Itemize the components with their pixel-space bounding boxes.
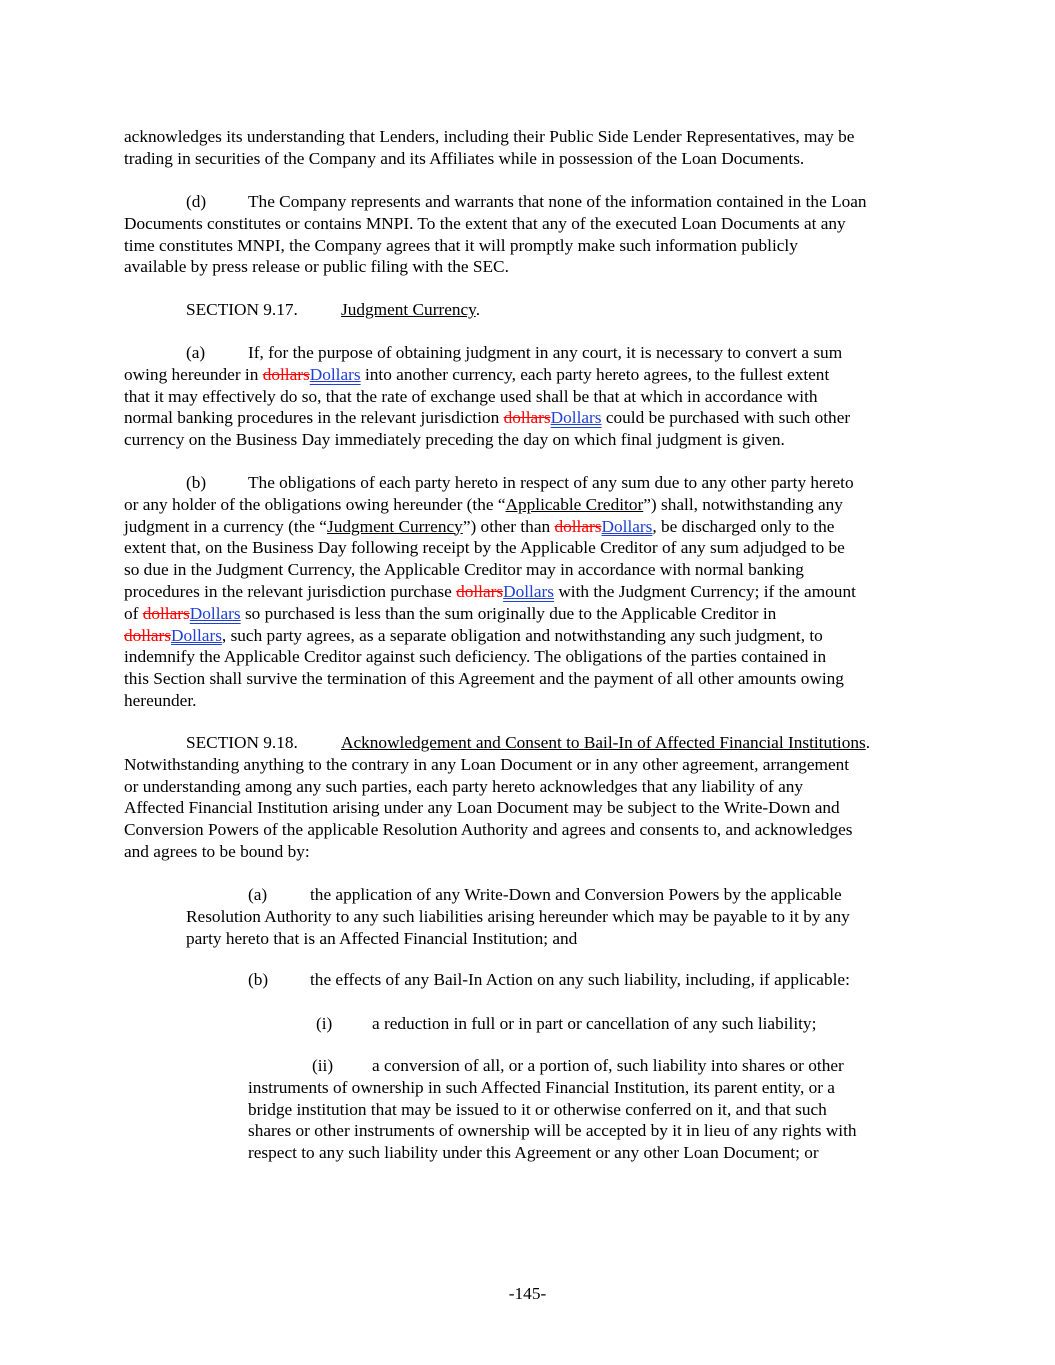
section-9-18 <box>124 732 870 863</box>
text-line: available by press release or public filing with the SEC. <box>124 257 509 277</box>
paragraph-label: (a) <box>248 885 268 904</box>
paragraph-label: (a) <box>186 343 206 362</box>
text-run: If, for the purpose of obtaining judgment in any court, it is necessary to convert a sum <box>248 343 843 362</box>
text-line: shares or other instruments of ownership will be accepted by it in lieu of any rights with <box>248 1121 857 1141</box>
deleted-text: dollars <box>456 581 504 601</box>
text-line <box>124 494 856 516</box>
text-run: with the Judgment Currency; if the amount <box>554 581 856 601</box>
text-line <box>124 581 856 603</box>
inserted-text: Dollars <box>601 516 653 536</box>
paragraph-a-judgment <box>124 342 850 451</box>
text-run: or any holder of the obligations owing hereunder (the “ <box>124 494 506 514</box>
text-line <box>248 969 850 991</box>
inserted-text: Dollars <box>503 581 554 601</box>
paragraph-label: (b) <box>248 970 269 989</box>
text-run: so purchased is less than the sum originally due to the Applicable Creditor in <box>240 603 777 623</box>
text-line <box>124 407 850 429</box>
page-number: -145- <box>508 1284 547 1303</box>
text-run: , such party agrees, as a separate obligation and notwithstanding any such judgment, to <box>221 625 823 645</box>
text-run: a reduction in full or in part or cancellation of any such liability; <box>372 1014 817 1033</box>
paragraph-label: (d) <box>186 192 207 211</box>
deleted-text: dollars <box>503 408 551 428</box>
text-line <box>124 603 856 625</box>
text-line <box>124 472 856 494</box>
list-item-a <box>186 884 850 949</box>
text-line <box>124 732 870 754</box>
text-line: Resolution Authority to any such liabilities arising hereunder which may be payable to it by any <box>186 906 850 926</box>
inserted-text: Dollars <box>309 364 361 384</box>
text-run: , be discharged only to the <box>652 516 835 536</box>
deleted-text: dollars <box>262 364 310 384</box>
text-run: ”) shall, notwithstanding any <box>643 494 843 514</box>
text-run: the effects of any Bail-In Action on any such liability, including, if applicable: <box>310 970 850 989</box>
section-number: SECTION 9.18. <box>186 733 298 752</box>
text-line: so due in the Judgment Currency, the Applicable Creditor may in accordance with normal banking <box>124 560 804 580</box>
text-line: Conversion Powers of the applicable Resolution Authority and agrees and consents to, and acknowledges <box>124 820 853 840</box>
text-line: that it may effectively do so, that the rate of exchange used shall be that at which in accordance with <box>124 386 818 406</box>
section-number: SECTION 9.17. <box>186 300 298 319</box>
text-run: procedures in the relevant jurisdiction purchase <box>124 581 457 601</box>
deleted-text: dollars <box>554 516 602 536</box>
paragraph-d <box>124 191 867 278</box>
text-run: The obligations of each party hereto in respect of any sum due to any other party hereto <box>248 473 854 492</box>
text-line: Affected Financial Institution arising under any Loan Document may be subject to the Write-Down and <box>124 798 840 818</box>
paragraph-continuation <box>124 126 854 170</box>
text-line: respect to any such liability under this Agreement or any other Loan Document; or <box>248 1143 819 1163</box>
text-line <box>316 1013 816 1035</box>
deleted-text: dollars <box>142 603 190 623</box>
text-run: owing hereunder in <box>124 364 263 384</box>
text-run: into another currency, each party hereto agrees, to the fullest extent <box>360 364 830 384</box>
section-title: Acknowledgement and Consent to Bail-In of Affected Financial Institutions <box>341 733 866 752</box>
text-run: a conversion of all, or a portion of, such liability into shares or other <box>372 1056 844 1075</box>
text-run: could be purchased with such other <box>601 408 851 428</box>
text-line: party hereto that is an Affected Financial Institution; and <box>186 928 578 948</box>
text-line <box>186 884 850 906</box>
text-line: trading in securities of the Company and its Affiliates while in possession of the Loan Documents. <box>124 148 805 168</box>
paragraph-label: (b) <box>186 473 207 492</box>
text-line: bridge institution that may be issued to it or otherwise conferred on it, and that such <box>248 1099 827 1119</box>
text-line: Notwithstanding anything to the contrary in any Loan Document or in any other agreement, arrangement <box>124 754 850 774</box>
text-line: extent that, on the Business Day following receipt by the Applicable Creditor of any sum adjudged to be <box>124 538 845 558</box>
section-title: Judgment Currency <box>341 300 476 319</box>
inserted-text: Dollars <box>171 625 222 645</box>
text-line <box>186 299 480 321</box>
section-period: . <box>475 300 481 319</box>
inserted-text: Dollars <box>550 408 602 428</box>
text-line: or understanding among any such parties, each party hereto acknowledges that any liability of any <box>124 776 804 796</box>
paragraph-b-obligations <box>124 472 856 712</box>
section-period: . <box>865 733 871 752</box>
text-run: The Company represents and warrants that none of the information contained in the Loan <box>248 192 867 211</box>
list-item-b <box>248 969 850 991</box>
text-line <box>124 364 850 386</box>
paragraph-label: (i) <box>316 1014 333 1033</box>
text-line: instruments of ownership in such Affected Financial Institution, its parent entity, or a <box>248 1077 835 1097</box>
text-line: Documents constitutes or contains MNPI. To the extent that any of the executed Loan Documents at any <box>124 213 846 233</box>
text-line: and agrees to be bound by: <box>124 841 310 861</box>
deleted-text: dollars <box>124 625 172 645</box>
text-line <box>124 516 856 538</box>
list-item-i <box>316 1013 816 1035</box>
section-9-17-heading <box>186 299 480 321</box>
text-run: the application of any Write-Down and Conversion Powers by the applicable <box>310 885 842 904</box>
list-item-ii <box>248 1055 857 1164</box>
text-run: of <box>124 603 143 623</box>
text-run: judgment in a currency (the “ <box>124 516 327 536</box>
text-line: indemnify the Applicable Creditor against such deficiency. The obligations of the parties contained in <box>124 647 827 667</box>
text-line: this Section shall survive the termination of this Agreement and the payment of all other amounts owing <box>124 669 844 689</box>
text-line: acknowledges its understanding that Lenders, including their Public Side Lender Representatives, may be <box>124 127 855 146</box>
text-line <box>124 342 850 364</box>
text-line: currency on the Business Day immediately preceding the day on which final judgment is given. <box>124 430 785 450</box>
inserted-text: Dollars <box>189 603 241 623</box>
text-run: normal banking procedures in the relevant jurisdiction <box>124 408 504 428</box>
defined-term: Applicable Creditor <box>505 494 644 514</box>
text-line: time constitutes MNPI, the Company agrees that it will promptly make such information publicly <box>124 235 798 255</box>
defined-term: Judgment Currency <box>326 516 463 536</box>
text-line <box>124 191 867 213</box>
text-line: hereunder. <box>124 690 197 710</box>
text-line <box>248 1055 857 1077</box>
text-run: ”) other than <box>462 516 555 536</box>
text-line <box>124 625 856 647</box>
paragraph-label: (ii) <box>312 1056 334 1075</box>
